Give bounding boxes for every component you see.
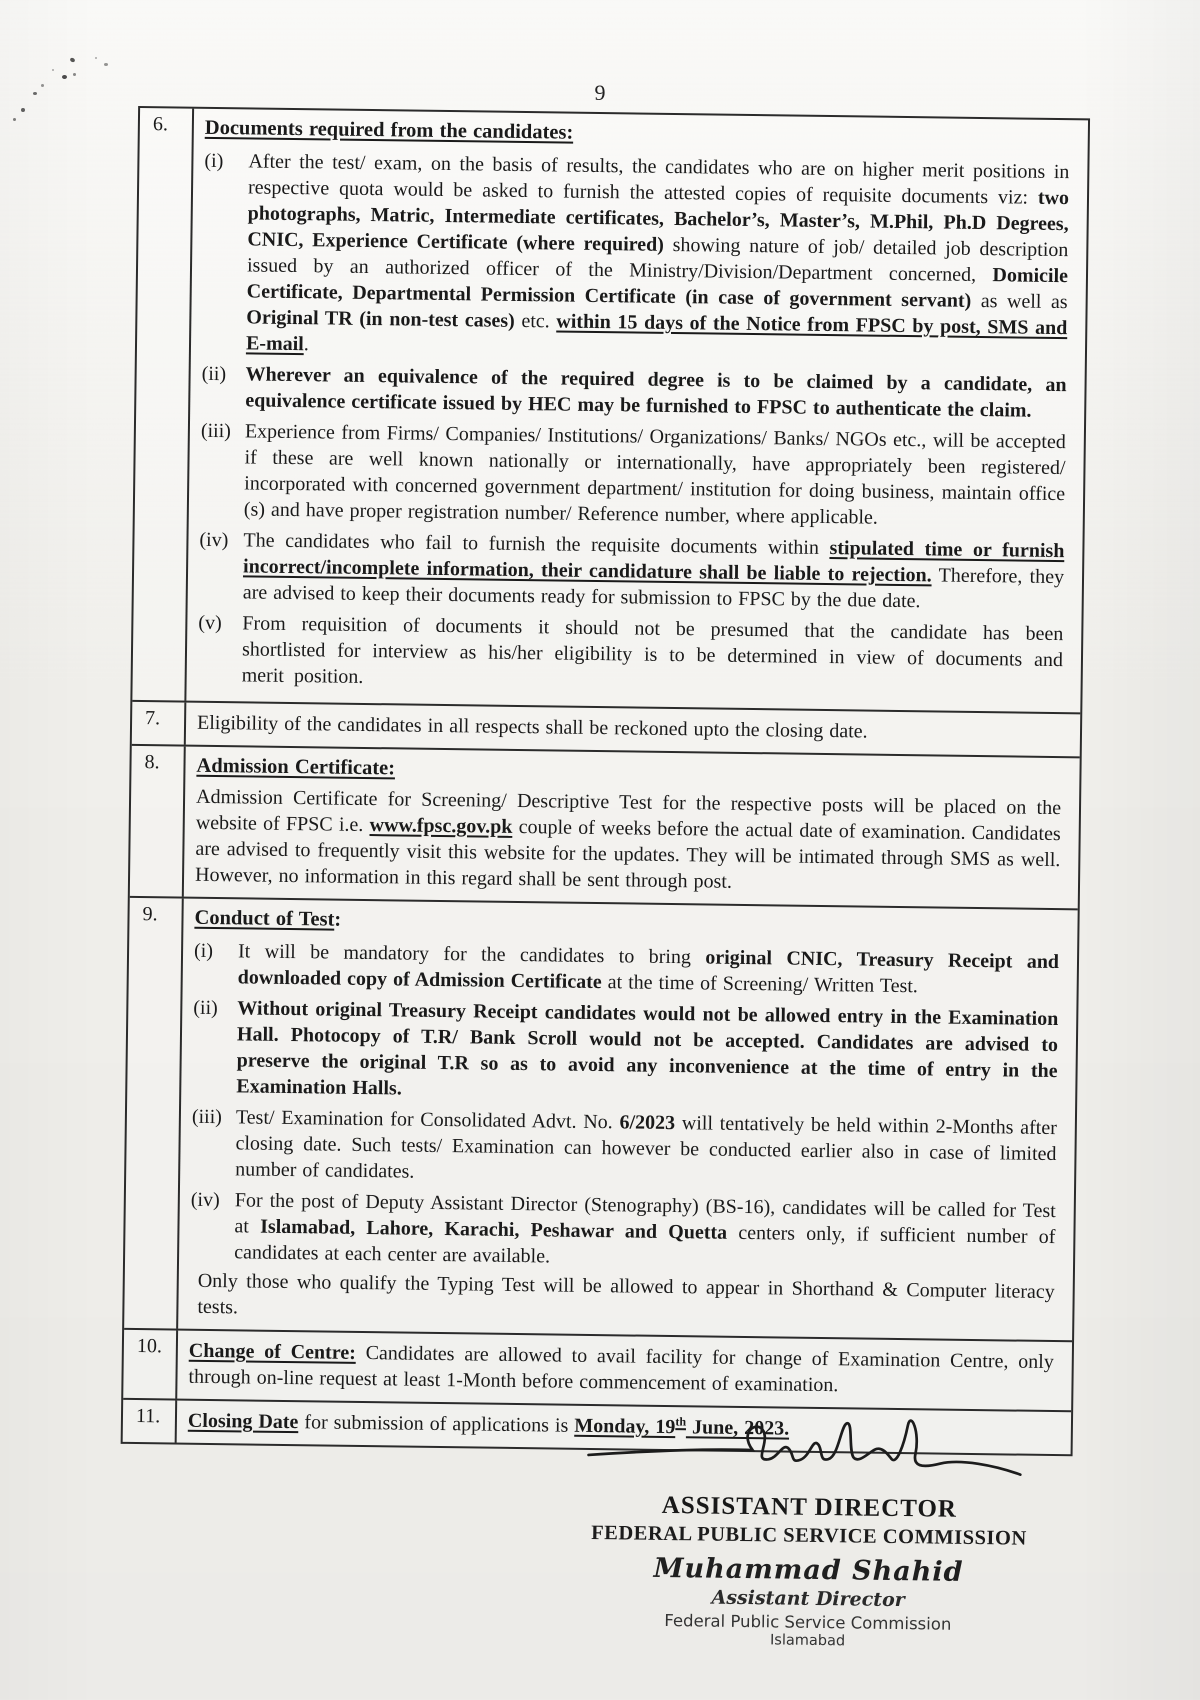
numbered-item [200, 418, 1066, 533]
text-segment: For the post of Deputy Assistant Director (Stenography) (BS-16), candidates will be called for Test at [234, 1189, 1056, 1238]
text-segment: www.fpsc.gov.pk [369, 814, 513, 838]
notice-table [121, 106, 1090, 1456]
ink-speck [95, 57, 97, 59]
ink-speck [21, 108, 25, 112]
text-segment: Monday, 19 [574, 1414, 676, 1439]
item-label: (i) [204, 149, 224, 173]
ink-speck [69, 57, 75, 63]
text-segment: will tentatively be held within 2-Months after closing date. Such tests/ Examination can however be conducted earlier also in case of limited number of candidates. [235, 1112, 1058, 1183]
text-segment: centers only, if sufficient number of candidates at each center are available. [234, 1221, 1056, 1268]
item-text [245, 361, 1067, 424]
item-text [242, 610, 1064, 699]
text-segment: within 15 days of the Notice from FPSC by post, SMS and E-mail [245, 310, 1068, 356]
text-segment: stipulated time or furnish incorrect/incomplete information, their candidature shall be liable to rejection. [242, 537, 1065, 587]
numbered-item [202, 148, 1070, 367]
text-segment: Test/ Examination for Consolidated Advt. No. [235, 1106, 620, 1134]
text-segment: Islamabad, Lahore, Karachi, Peshawar and Quetta [259, 1215, 728, 1244]
item-text [246, 148, 1070, 367]
row-number: 10. [123, 1330, 178, 1399]
numbered-item [191, 1104, 1057, 1193]
item-text [235, 1104, 1057, 1193]
text-segment: original CNIC, Treasury Receipt and downloaded copy of Admission Certificate [237, 946, 1060, 994]
text-segment: After the test/ exam, on the basis of results, the candidates who are on higher merit positions in respective quota would be asked to furnish the attested copies of requisite documents viz: [247, 150, 1070, 209]
row-number: 9. [124, 898, 184, 1329]
stamp-name: Muhammad Shahid [653, 1552, 964, 1588]
stamp-title: Assistant Director [711, 1586, 905, 1612]
row-number: 6. [132, 108, 194, 701]
numbered-item [201, 361, 1067, 424]
numbered-item [198, 610, 1064, 699]
stamp-organization: Federal Public Service Commission [664, 1610, 952, 1634]
item-label: (ii) [193, 996, 218, 1020]
section-heading [205, 114, 1070, 154]
table-row [124, 896, 1078, 1340]
numbered-item [194, 938, 1060, 1001]
item-label: (i) [193, 939, 214, 963]
section-heading [194, 904, 1059, 944]
table-row [132, 108, 1088, 712]
text-segment: Therefore, they are advised to keep their documents ready for submission to FPSC by the due date. [242, 564, 1065, 613]
row-number: 7. [132, 702, 187, 745]
text-segment: Without original Treasury Receipt candidates would not be allowed entry in the Examination Hall. Photocopy of T.R/ Bank Scroll would not be accepted. Candidates are advised to preserve the original T.R so as to avoid any inconvenience at the time of entry in the Examination Halls. [236, 997, 1059, 1100]
page-number: 9 [594, 80, 606, 105]
assistant-director-title: ASSISTANT DIRECTOR [661, 1491, 958, 1523]
row-content [184, 747, 1080, 909]
row-content [186, 109, 1088, 713]
text-segment: for submission of applications is [298, 1411, 575, 1437]
text-segment: etc. [514, 309, 557, 333]
scan-tilt-wrapper [2, 0, 1200, 1650]
text-segment: Original TR (in non-test cases) [246, 306, 515, 332]
paragraph [195, 784, 1061, 899]
numbered-item [190, 1187, 1056, 1276]
text-segment: Wherever an equivalence of the required degree is to be claimed by a candidate, an equivalence certificate issued by HEC may be furnished to FPSC to authenticate the claim. [245, 363, 1067, 422]
item-text [243, 527, 1065, 616]
text-segment: showing nature of job/ detailed job description issued by an authorized officer of the Ministry/Division/Department concerned, [246, 233, 1069, 287]
text-segment: as well as [971, 289, 1068, 314]
text-segment: : [334, 908, 342, 931]
row-content [177, 1331, 1072, 1411]
text-segment: Documents required from the candidates: [204, 116, 574, 144]
signature-scribble-icon [579, 1405, 1040, 1503]
numbered-item [199, 527, 1065, 616]
ink-speck [62, 75, 67, 79]
ink-speck [73, 73, 76, 76]
item-label: (v) [198, 611, 222, 635]
ink-speck [104, 63, 108, 66]
stamp-city: Islamabad [769, 1632, 846, 1650]
text-segment: Eligibility of the candidates in all respects shall be reckoned upto the closing date. [196, 711, 868, 743]
numbered-item [192, 995, 1058, 1110]
text-segment: at the time of Screening/ Written Test. [601, 971, 919, 998]
row-content [178, 899, 1078, 1341]
text-segment: Experience from Firms/ Companies/ Institutions/ Organizations/ Banks/ NGOs etc., will be accepted if these are well known nationally or internationally, have appropriately been registered/ incorporated with concerned government department/ institution for doing business, maintain office (s) and have proper registration number/ Reference number, where applicable. [243, 420, 1066, 529]
table-row [123, 1328, 1072, 1410]
item-text [238, 938, 1060, 1001]
text-segment: th [675, 1414, 687, 1429]
text-segment: Candidates are allowed to avail facility for change of Examination Centre, only through on-line request at least 1-Month before commencement of examination. [188, 1341, 1054, 1397]
text-segment: Admission Certificate for Screening/ Descriptive Test for the respective posts will be placed on the website of FPSC i.e. [195, 785, 1062, 837]
text-segment: two photographs, Matric, Intermediate certificates, Bachelor’s, Master’s, M.Phil, Ph.D Degrees, CNIC, Experience Certificate (where required) [247, 186, 1070, 256]
text-segment: Change of Centre: [188, 1339, 356, 1364]
item-text [244, 418, 1066, 533]
text-segment: Only those who qualify the Typing Test will be allowed to appear in Shorthand & Computer literacy tests. [197, 1269, 1055, 1319]
paragraph [197, 710, 1062, 747]
row-number: 11. [123, 1400, 178, 1443]
item-label: (iii) [191, 1105, 223, 1129]
row-number: 8. [130, 746, 186, 897]
text-segment: The candidates who fail to furnish the requisite documents within [243, 529, 830, 560]
item-label: (ii) [201, 362, 227, 386]
text-segment: 6/2023 [619, 1111, 676, 1135]
signature-block [535, 1404, 1083, 1652]
ink-speck [13, 118, 16, 121]
text-segment: Domicile Certificate, Departmental Permission Certificate (in case of government servant) [246, 264, 1069, 312]
text-segment: Closing Date [187, 1409, 299, 1434]
item-text [236, 995, 1058, 1110]
text-segment: From requisition of documents it should not be presumed that the candidate has been shortlisted for interview as his/her eligibility is to be determined in view of documents and merit position. [241, 612, 1064, 688]
text-segment: Conduct of Test [194, 906, 335, 931]
text-segment: Admission Certificate: [196, 754, 396, 780]
item-label: (iv) [199, 528, 229, 552]
text-segment: It will be mandatory for the candidates to bring [237, 940, 706, 969]
item-text [234, 1187, 1056, 1276]
text-segment: June, 2023. [685, 1416, 790, 1440]
item-label: (iii) [200, 419, 232, 443]
table-row [130, 744, 1080, 908]
official-stamp [535, 1551, 1081, 1652]
ink-speck [52, 69, 54, 71]
item-label: (iv) [190, 1188, 220, 1212]
paragraph [197, 1268, 1055, 1331]
fpsc-title: FEDERAL PUBLIC SERVICE COMMISSION [591, 1522, 1027, 1550]
paragraph [188, 1338, 1054, 1401]
text-segment: . [303, 333, 309, 356]
text-segment: couple of weeks before the actual date of examination. Candidates are advised to frequently visit this website for the updates. They will be intimated through SMS as well. However, no information in this regard shall be sent through post. [194, 815, 1061, 893]
